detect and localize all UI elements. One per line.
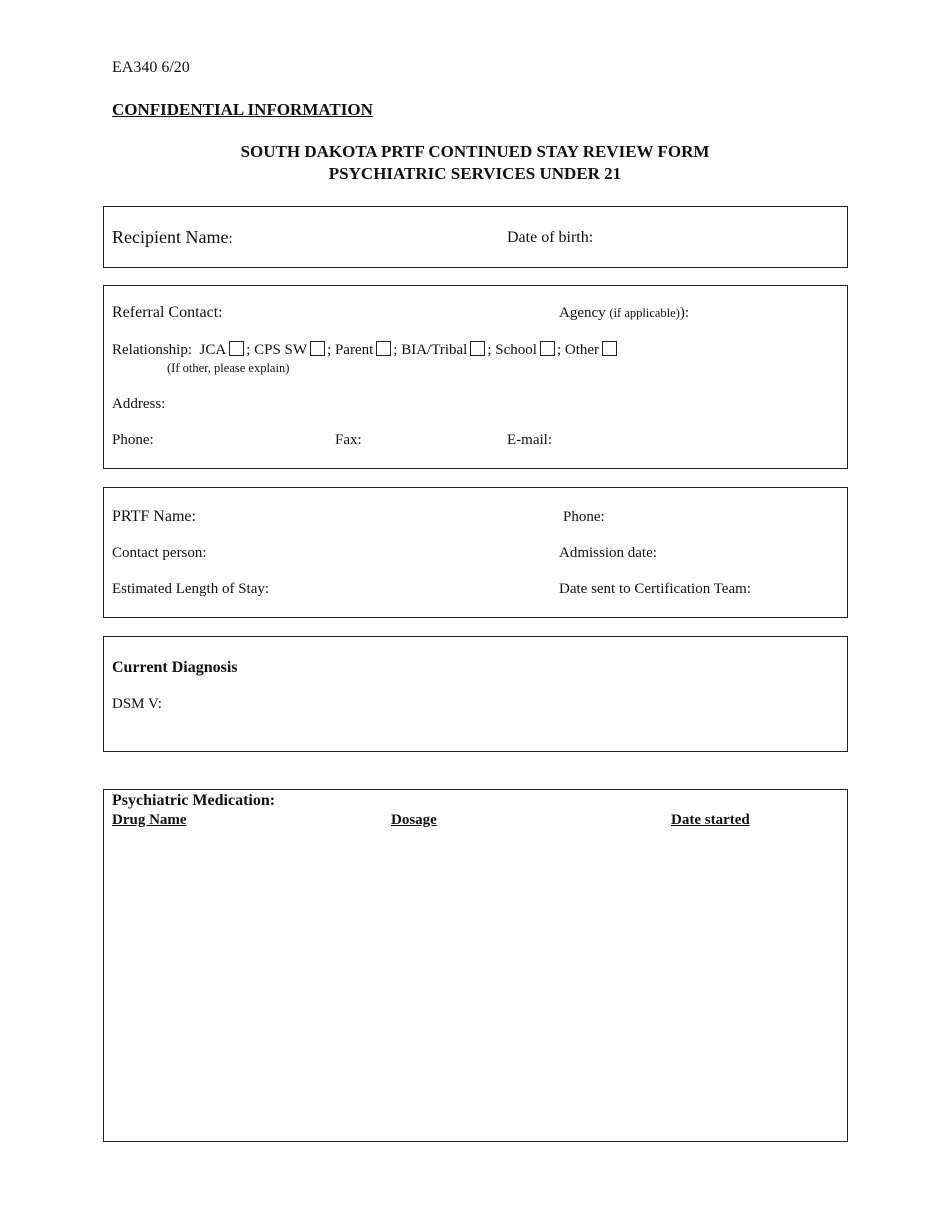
option-jca-label: JCA bbox=[199, 342, 227, 358]
other-explain-note: (If other, please explain) bbox=[167, 361, 290, 375]
agency-label: Agency bbox=[559, 305, 606, 321]
option-bia-label: ; BIA/Tribal bbox=[393, 342, 468, 358]
option-cps-label: ; CPS SW bbox=[246, 342, 308, 358]
option-parent-label: ; Parent bbox=[327, 342, 374, 358]
referral-fax-field[interactable]: Fax: bbox=[335, 432, 362, 448]
relationship-row bbox=[112, 341, 619, 359]
column-dosage: Dosage bbox=[391, 812, 437, 828]
column-drug-name: Drug Name bbox=[112, 812, 187, 828]
address-field[interactable]: Address: bbox=[112, 396, 166, 412]
checkbox-jca[interactable] bbox=[229, 341, 244, 356]
diagnosis-heading: Current Diagnosis bbox=[112, 659, 238, 676]
prtf-name-field[interactable]: PRTF Name: bbox=[112, 508, 196, 525]
checkbox-bia-tribal[interactable] bbox=[470, 341, 485, 356]
contact-person-field[interactable]: Contact person: bbox=[112, 545, 207, 561]
form-code: EA340 6/20 bbox=[112, 59, 190, 76]
admission-date-field[interactable]: Admission date: bbox=[559, 545, 657, 561]
date-sent-field[interactable]: Date sent to Certification Team: bbox=[559, 581, 751, 597]
referral-contact-field[interactable]: Referral Contact: bbox=[112, 304, 223, 321]
recipient-name-field[interactable]: Recipient Name: bbox=[112, 227, 233, 247]
form-title-line1: SOUTH DAKOTA PRTF CONTINUED STAY REVIEW FORM bbox=[240, 142, 710, 161]
option-other-label: ; Other bbox=[556, 342, 600, 358]
referral-email-field[interactable]: E-mail: bbox=[507, 432, 552, 448]
confidential-label: CONFIDENTIAL INFORMATION bbox=[112, 100, 373, 119]
agency-field[interactable]: Agency (if applicable)): bbox=[559, 305, 690, 321]
referral-phone-field[interactable]: Phone: bbox=[112, 432, 154, 448]
relationship-label: Relationship: bbox=[112, 342, 192, 358]
diagnosis-section bbox=[103, 636, 848, 752]
medication-heading: Psychiatric Medication: bbox=[112, 792, 276, 809]
checkbox-parent[interactable] bbox=[376, 341, 391, 356]
date-of-birth-field[interactable]: Date of birth: bbox=[507, 229, 594, 246]
checkbox-other[interactable] bbox=[602, 341, 617, 356]
agency-note: (if applicable) bbox=[609, 306, 680, 320]
medication-section bbox=[103, 789, 848, 1142]
recipient-name-label: Recipient Name bbox=[112, 227, 229, 247]
option-school-label: ; School bbox=[487, 342, 537, 358]
dsm-v-field[interactable]: DSM V: bbox=[112, 696, 162, 712]
form-title-line2: PSYCHIATRIC SERVICES UNDER 21 bbox=[328, 164, 622, 183]
checkbox-school[interactable] bbox=[540, 341, 555, 356]
column-date-started: Date started bbox=[671, 812, 750, 828]
length-of-stay-field[interactable]: Estimated Length of Stay: bbox=[112, 581, 270, 597]
prtf-section bbox=[103, 487, 848, 618]
checkbox-cps-sw[interactable] bbox=[310, 341, 325, 356]
prtf-phone-field[interactable]: Phone: bbox=[563, 509, 605, 525]
